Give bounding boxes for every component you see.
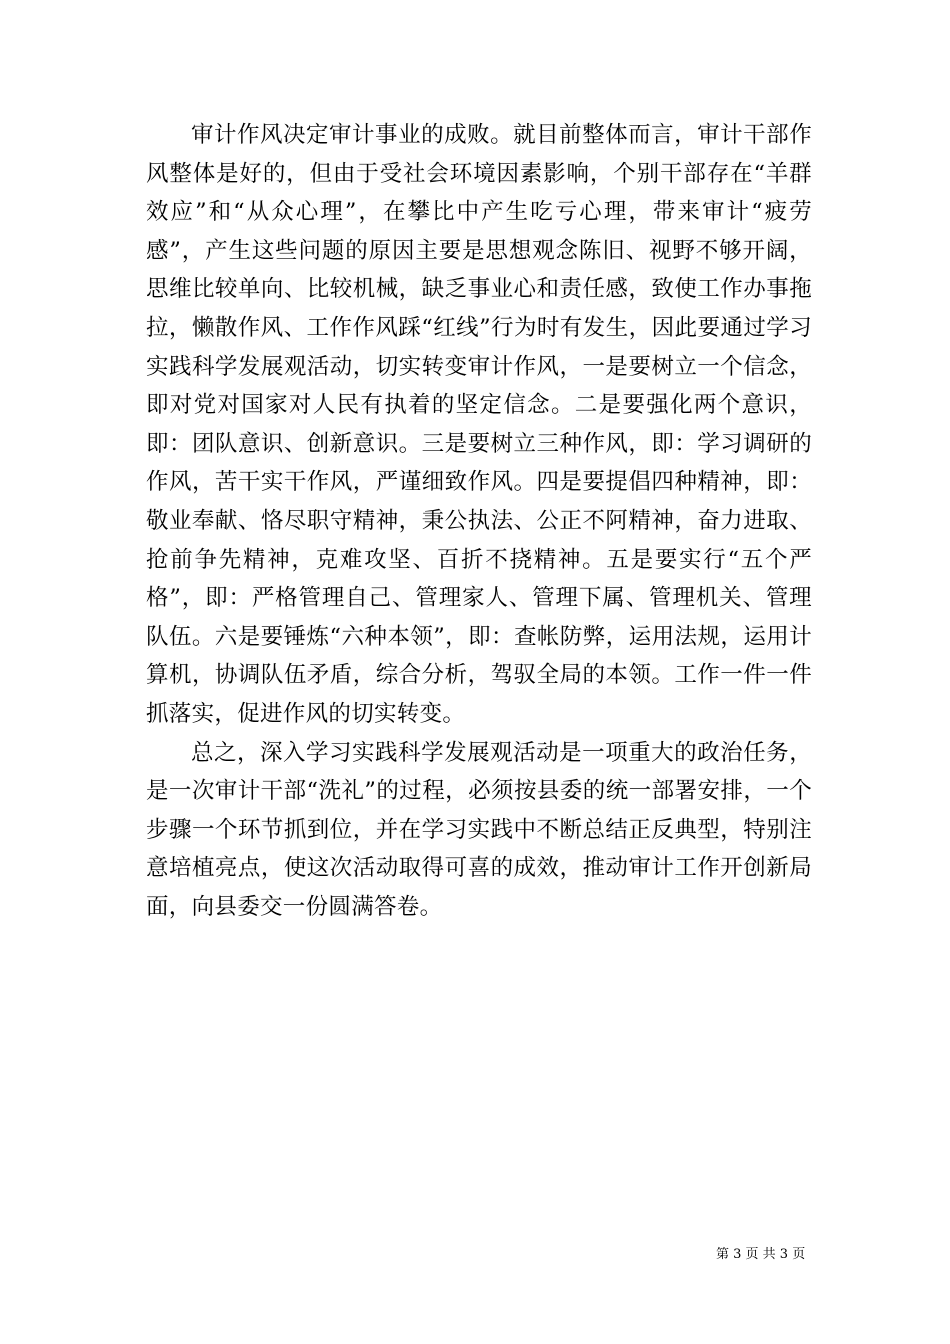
page-number: 第 3 页 共 3 页 [716,1247,806,1262]
paragraph-audit-style: 审计作风决定审计事业的成败。就目前整体而言，审计干部作风整体是好的，但由于受社会环境因素影响，个别干部存在“羊群效应”和“从众心理”，在攀比中产生吃亏心理，带来审计“疲劳感”，产生这些问题的原因主要是思想观念陈旧、视野不够开阔，思维比较单向、比较机械，缺乏事业心和责任感，致使工作办事拖拉，懒散作风、工作作风踩“红线”行为时有发生，因此要通过学习实践科学发展观活动，切实转变审计作风，一是要树立一个信念，即对党对国家对人民有执着的坚定信念。二是要强化两个意识，即：团队意识、创新意识。三是要树立三种作风，即：学习调研的作风，苦干实干作风，严谨细致作风。四是要提倡四种精神，即：敬业奉献、恪尽职守精神，秉公执法、公正不阿精神，奋力进取、抢前争先精神，克难攻坚、百折不挠精神。五是要实行“五个严格”，即：严格管理自己、管理家人、管理下属、管理机关、管理队伍。六是要锤炼“六种本领”，即：查帐防弊，运用法规，运用计算机，协调队伍矛盾，综合分析，驾驭全局的本领。工作一件一件抓落实，促进作风的切实转变。 [146,122,812,727]
paragraph-conclusion: 总之，深入学习实践科学发展观活动是一项重大的政治任务，是一次审计干部“洗礼”的过程，必须按县委的统一部署安排，一个步骤一个环节抓到位，并在学习实践中不断总结正反典型，特别注意培植亮点，使这次活动取得可喜的成效，推动审计工作开创新局面，向县委交一份圆满答卷。 [146,739,812,920]
document-body [146,116,812,926]
